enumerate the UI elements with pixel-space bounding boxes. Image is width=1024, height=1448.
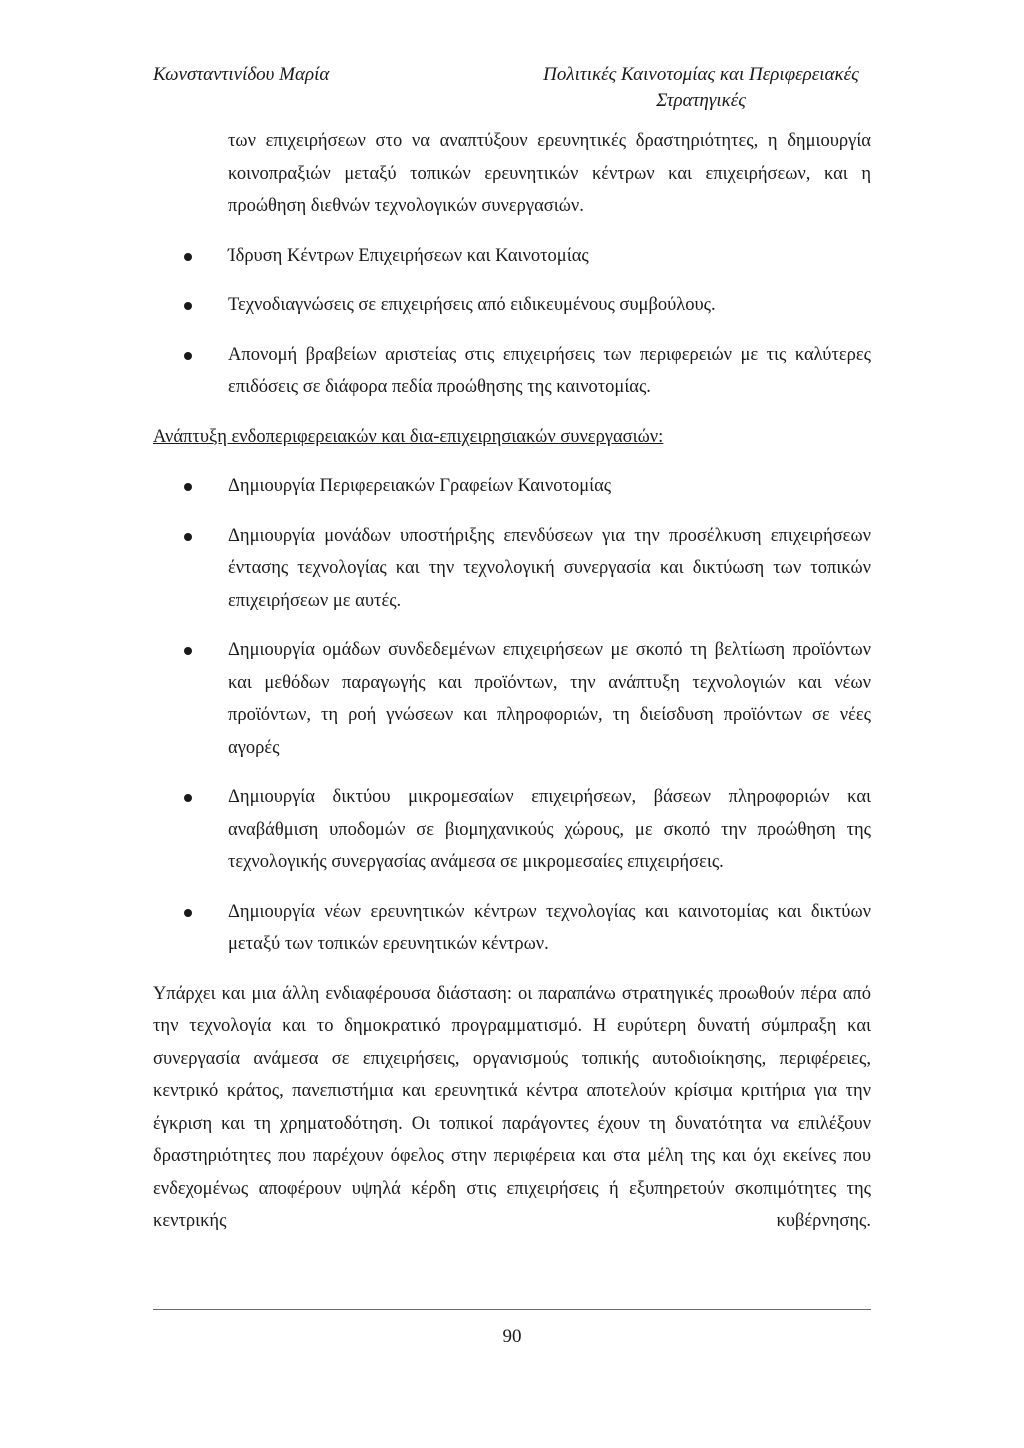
header-title [531, 62, 871, 114]
list-item [153, 289, 871, 322]
closing-paragraph: Υπάρχει και μια άλλη ενδιαφέρουσα διάσταση: οι παραπάνω στρατηγικές προωθούν πέρα από την τεχνολογία και το δημοκρατικό προγραμματισμό. Η ευρύτερη δυνατή σύμπραξη και συνεργασία ανάμεσα σε επιχειρήσεις, οργανισμούς τοπικής αυτοδιοίκησης, περιφέρειες, κεντρικό κράτος, πανεπιστήμια και ερευνητικά κέντρα αποτελούν κρίσιμα κριτήρια για την έγκριση και τη χρηματοδότηση. Οι τοπικοί παράγοντες έχουν τη δυνατότητα να επιλέξουν δραστηριότητες που παρέχουν όφελος στην περιφέρεια και στα μέλη της και όχι εκείνες που ενδεχομένως αποφέρουν υψηλά κέρδη στις επιχειρήσεις ή εξυπηρετούν σκοπιμότητες της κεντρικής κυβέρνησης. [153, 983, 871, 1231]
bullet-icon [184, 533, 192, 541]
list-item [153, 781, 871, 879]
list-item-text: Ίδρυση Κέντρων Επιχειρήσεων και Καινοτομίας [228, 245, 589, 266]
continuation-paragraph: των επιχειρήσεων στο να αναπτύξουν ερευνητικές δραστηριότητες, η δημιουργία κοινοπραξιών μεταξύ τοπικών ερευνητικών κέντρων και επιχειρήσεων, και η προώθηση διεθνών τεχνολογικών συνεργασιών. [228, 131, 871, 216]
bullet-list-1 [153, 240, 871, 404]
list-item-text: Δημιουργία ομάδων συνδεδεμένων επιχειρήσεων με σκοπό τη βελτίωση προϊόντων και μεθόδων παραγωγής και προϊόντων, την ανάπτυξη τεχνολογιών και νέων προϊόντων, τη ροή γνώσεων και πληροφοριών, τη διείσδυση προϊόντων σε νέες αγορές [228, 640, 871, 758]
header-title-line2: Στρατηγικές [656, 90, 746, 111]
bullet-icon [184, 794, 192, 802]
bullet-icon [184, 647, 192, 655]
list-item [153, 240, 871, 273]
list-item [153, 339, 871, 404]
list-item-text: Τεχνοδιαγνώσεις σε επιχειρήσεις από ειδικευμένους συμβούλους. [228, 295, 716, 315]
header-author: Κωνσταντινίδου Μαρία [153, 64, 330, 85]
header-title-line1: Πολιτικές Καινοτομίας και Περιφερειακές [543, 64, 859, 85]
list-item-text: Δημιουργία Περιφερειακών Γραφείων Καινοτομίας [228, 476, 612, 496]
footer-divider [153, 1309, 871, 1310]
list-item [153, 634, 871, 764]
bullet-icon [184, 253, 192, 261]
list-item [153, 470, 871, 503]
bullet-icon [184, 909, 192, 917]
bullet-icon [184, 483, 192, 491]
section-heading: Ανάπτυξη ενδοπεριφερειακών και δια-επιχειρησιακών συνεργασιών: [153, 426, 664, 447]
page-number: 90 [502, 1326, 522, 1347]
list-item [153, 520, 871, 618]
bullet-icon [184, 302, 192, 310]
list-item-text: Απονομή βραβείων αριστείας στις επιχειρήσεις των περιφερειών με τις καλύτερες επιδόσεις σε διάφορα πεδία προώθησης της καινοτομίας. [228, 344, 871, 397]
list-item-text: Δημιουργία νέων ερευνητικών κέντρων τεχνολογίας και καινοτομίας και δικτύων μεταξύ των τοπικών ερευνητικών κέντρων. [228, 901, 871, 954]
list-item-text: Δημιουργία δικτύου μικρομεσαίων επιχειρήσεων, βάσεων πληροφοριών και αναβάθμιση υποδομών σε βιομηχανικούς χώρους, με σκοπό την προώθηση της τεχνολογικής συνεργασίας ανάμεσα σε μικρομεσαίες επιχειρήσεις. [228, 787, 871, 872]
list-item-text: Δημιουργία μονάδων υποστήριξης επενδύσεων για την προσέλκυση επιχειρήσεων έντασης τεχνολογίας και την τεχνολογική συνεργασία και δικτύωση των τοπικών επιχειρήσεων με αυτές. [228, 525, 871, 611]
bullet-icon [184, 352, 192, 360]
document-body [153, 125, 871, 1238]
list-item [153, 896, 871, 961]
bullet-list-2 [153, 470, 871, 961]
